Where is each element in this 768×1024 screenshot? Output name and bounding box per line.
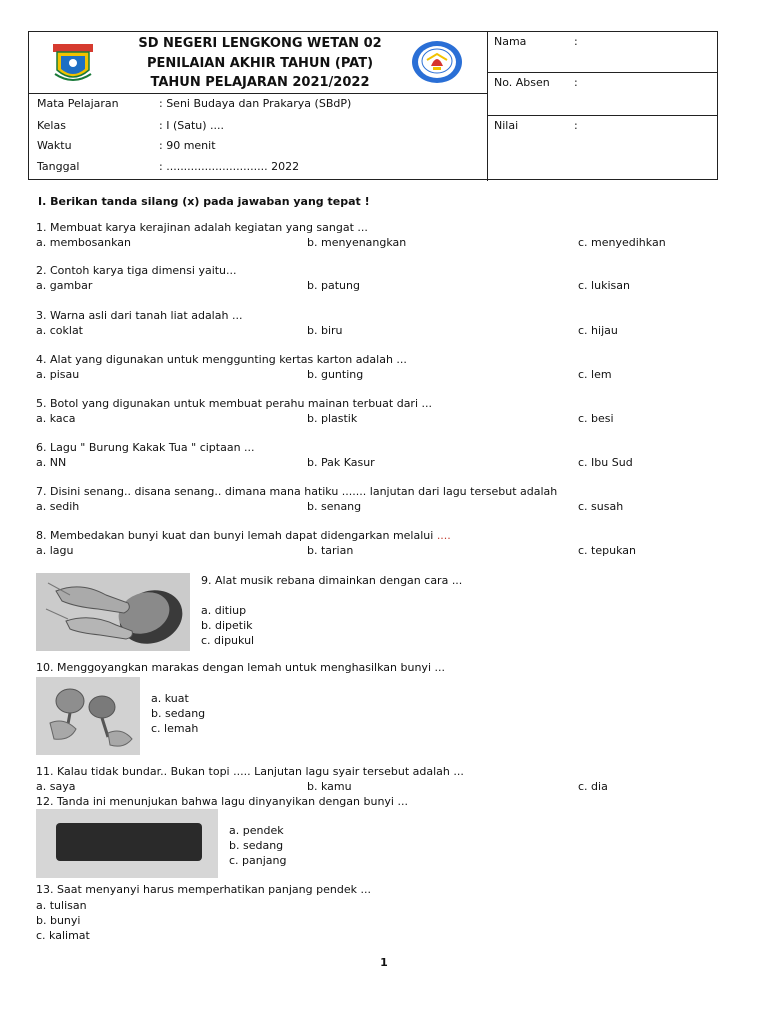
rebana-drawing-icon xyxy=(36,573,190,651)
option-b[interactable]: b. bunyi xyxy=(36,913,81,927)
info-value: : Seni Budaya dan Prakarya (SBdP) xyxy=(159,97,352,110)
info-value: : 90 menit xyxy=(159,139,216,152)
field-absence-number[interactable] xyxy=(488,73,717,116)
exam-header xyxy=(28,31,718,180)
info-label: Waktu xyxy=(37,139,72,152)
question-text: 13. Saat menyanyi harus memperhatikan panjang pendek ... xyxy=(36,883,371,896)
answer-options xyxy=(36,544,736,559)
option-c[interactable]: c. kalimat xyxy=(36,928,90,942)
question-9 xyxy=(201,574,521,648)
question-text: 11. Kalau tidak bundar.. Bukan topi ..... Lanjutan lagu syair tersebut adalah ... xyxy=(36,765,464,778)
info-value: : I (Satu) .... xyxy=(159,119,225,132)
option-a[interactable]: a. kuat xyxy=(151,692,189,705)
field-name[interactable] xyxy=(488,32,717,73)
question-text: 6. Lagu " Burung Kakak Tua " ciptaan ... xyxy=(36,441,255,454)
option-c[interactable]: c. lem xyxy=(578,367,612,381)
maracas-picture xyxy=(36,677,140,755)
question-3 xyxy=(36,309,736,339)
header-title-block xyxy=(29,32,488,94)
answer-options xyxy=(36,500,736,515)
answer-options xyxy=(36,412,736,427)
question-2 xyxy=(36,264,736,294)
option-b[interactable]: b. biru xyxy=(307,323,343,337)
option-b[interactable]: b. patung xyxy=(307,278,360,292)
option-a[interactable]: a. membosankan xyxy=(36,235,131,249)
option-a[interactable]: a. coklat xyxy=(36,323,83,337)
option-c[interactable]: c. panjang xyxy=(229,854,287,867)
question-text: 9. Alat musik rebana dimainkan dengan cara ... xyxy=(201,574,463,587)
option-b[interactable]: b. sedang xyxy=(151,707,206,720)
question-10-options xyxy=(151,691,351,736)
option-b[interactable]: b. gunting xyxy=(307,367,364,381)
option-b[interactable]: b. kamu xyxy=(307,779,352,793)
question-5 xyxy=(36,397,736,427)
option-a[interactable]: a. NN xyxy=(36,455,67,469)
option-c[interactable]: c. dia xyxy=(578,779,608,793)
question-11 xyxy=(36,765,736,795)
option-a[interactable]: a. tulisan xyxy=(36,898,87,912)
question-12 xyxy=(36,795,736,810)
field-label: No. Absen xyxy=(494,76,550,89)
question-blank: .... xyxy=(436,529,451,542)
answer-options xyxy=(36,368,736,383)
option-a[interactable]: a. gambar xyxy=(36,278,93,292)
option-b[interactable]: b. sedang xyxy=(229,839,284,852)
answer-options xyxy=(36,780,736,795)
question-text xyxy=(36,529,736,544)
question-text: 3. Warna asli dari tanah liat adalah ... xyxy=(36,309,243,322)
option-b[interactable]: b. Pak Kasur xyxy=(307,455,375,469)
answer-options xyxy=(36,236,736,251)
tut-wuri-handayani-logo-icon xyxy=(411,40,463,84)
option-c[interactable]: c. tepukan xyxy=(578,543,636,557)
info-label: Mata Pelajaran xyxy=(37,97,119,110)
option-a[interactable]: a. ditiup xyxy=(201,603,247,617)
header-left-panel xyxy=(29,32,488,181)
question-text: 7. Disini senang.. disana senang.. dimana mana hatiku ....... lanjutan dari lagu tersebut adalah xyxy=(36,485,558,498)
question-text: 2. Contoh karya tiga dimensi yaitu... xyxy=(36,264,237,277)
question-text: 4. Alat yang digunakan untuk menggunting kertas karton adalah ... xyxy=(36,353,407,366)
exam-name: PENILAIAN AKHIR TAHUN (PAT) xyxy=(146,55,374,71)
field-colon: : xyxy=(574,76,578,89)
question-6 xyxy=(36,441,736,471)
question-12-options xyxy=(229,823,429,868)
option-b[interactable]: b. senang xyxy=(307,499,362,513)
field-label: Nilai xyxy=(494,119,519,132)
option-b[interactable]: b. dipetik xyxy=(201,618,253,632)
info-label: Tanggal xyxy=(37,160,80,173)
info-value: : ............................. 2022 xyxy=(159,160,300,173)
question-10 xyxy=(36,661,736,676)
question-text: 12. Tanda ini menunjukan bahwa lagu dinyanyikan dengan bunyi ... xyxy=(36,795,408,808)
option-c[interactable]: c. besi xyxy=(578,411,614,425)
option-b[interactable]: b. plastik xyxy=(307,411,358,425)
school-name: SD NEGERI LENGKONG WETAN 02 xyxy=(138,36,382,51)
answer-options xyxy=(36,456,736,471)
option-a[interactable]: a. kaca xyxy=(36,411,76,425)
long-note-bar-icon xyxy=(36,809,218,878)
option-a[interactable]: a. pendek xyxy=(229,824,284,837)
field-colon: : xyxy=(574,35,578,48)
regency-logo-icon xyxy=(51,42,95,86)
question-4 xyxy=(36,353,736,383)
question-text: 1. Membuat karya kerajinan adalah kegiatan yang sangat ... xyxy=(36,221,368,234)
answer-options xyxy=(36,324,736,339)
option-a[interactable]: a. sedih xyxy=(36,499,80,513)
option-c[interactable]: c. lukisan xyxy=(578,278,630,292)
question-8 xyxy=(36,529,736,559)
option-c[interactable]: c. dipukul xyxy=(201,633,255,647)
option-c[interactable]: c. hijau xyxy=(578,323,618,337)
option-a[interactable]: a. pisau xyxy=(36,367,80,381)
page-number: 1 xyxy=(380,956,388,969)
maracas-drawing-icon xyxy=(36,677,140,755)
answer-options xyxy=(36,279,736,294)
header-right-panel xyxy=(488,32,717,181)
field-colon: : xyxy=(574,119,578,132)
option-c[interactable]: c. Ibu Sud xyxy=(578,455,633,469)
question-7 xyxy=(36,485,736,515)
option-b[interactable]: b. menyenangkan xyxy=(307,235,407,249)
info-label: Kelas xyxy=(37,119,66,132)
option-c[interactable]: c. menyedihkan xyxy=(578,235,666,249)
field-score[interactable] xyxy=(488,116,717,181)
question-1 xyxy=(36,221,736,251)
option-c[interactable]: c. susah xyxy=(578,499,624,513)
exam-title xyxy=(125,34,395,93)
option-a[interactable]: a. lagu xyxy=(36,543,74,557)
rebana-picture xyxy=(36,573,190,651)
question-text: 10. Menggoyangkan marakas dengan lemah untuk menghasilkan bunyi ... xyxy=(36,661,445,674)
section-instruction: I. Berikan tanda silang (x) pada jawaban yang tepat ! xyxy=(38,195,370,208)
academic-year: TAHUN PELAJARAN 2021/2022 xyxy=(150,75,370,90)
option-c[interactable]: c. lemah xyxy=(151,722,199,735)
field-label: Nama xyxy=(494,35,527,48)
question-13 xyxy=(36,883,736,943)
option-b[interactable]: b. tarian xyxy=(307,543,354,557)
option-a[interactable]: a. saya xyxy=(36,779,76,793)
long-note-picture xyxy=(36,809,218,878)
question-text: 5. Botol yang digunakan untuk membuat perahu mainan terbuat dari ... xyxy=(36,397,432,410)
question-text-main: 8. Membedakan bunyi kuat dan bunyi lemah dapat didengarkan melalui xyxy=(36,529,437,542)
